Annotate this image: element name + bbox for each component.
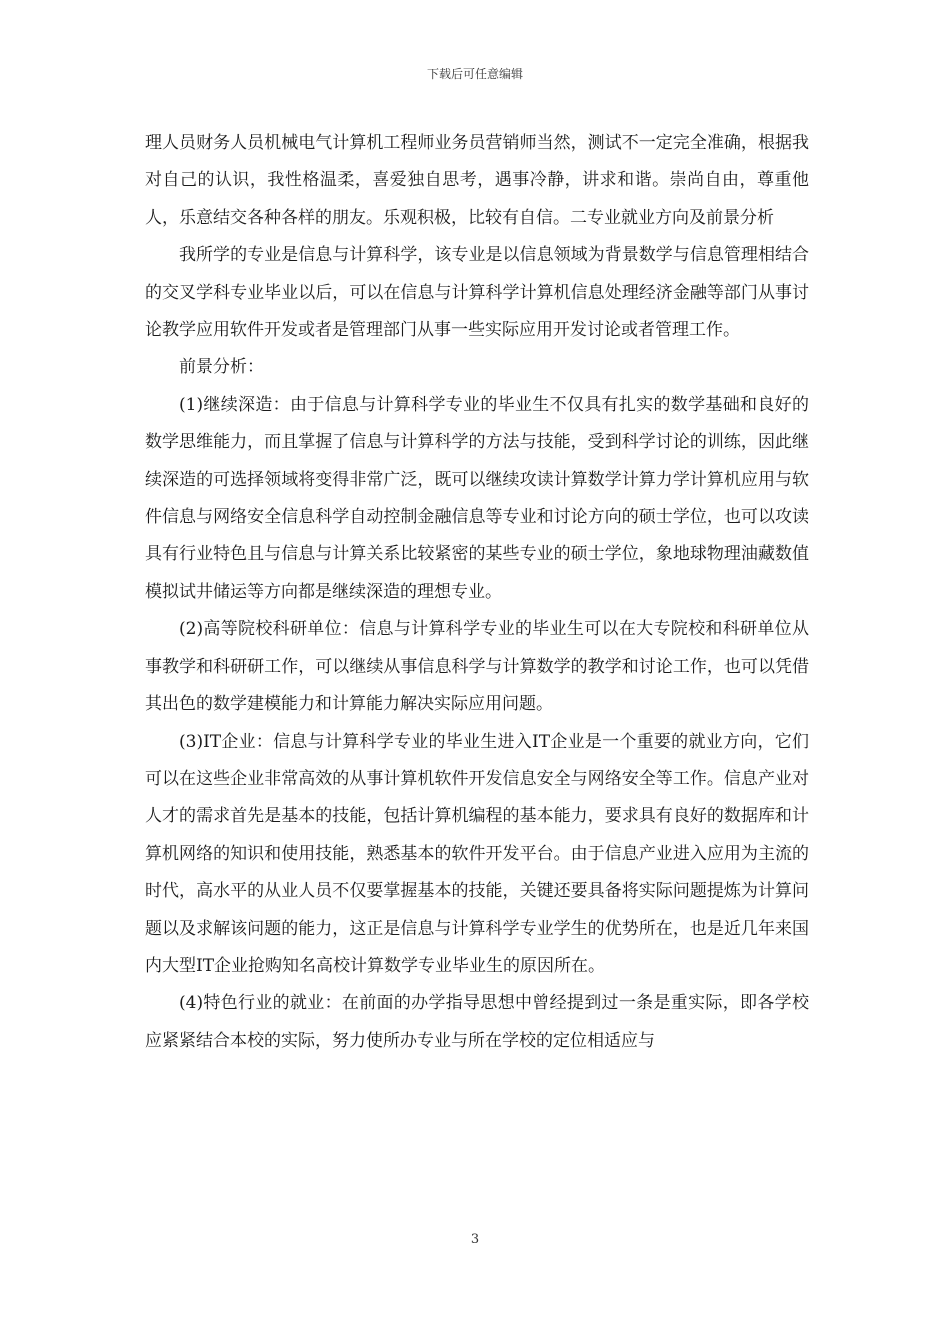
paragraph-major-intro: 我所学的专业是信息与计算科学，该专业是以信息领域为背景数学与信息管理相结合的交叉学科专业毕业以后，可以在信息与计算科学计算机信息处理经济金融等部门从事讨论教学应用软件开发或者是管理部门从事一些实际应用开发讨论或者管理工作。: [145, 245, 809, 341]
paragraph-continuation: 理人员财务人员机械电气计算机工程师业务员营销师当然，测试不一定完全准确，根据我对自己的认识，我性格温柔，喜爱独自思考，遇事冷静，讲求和谐。崇尚自由，尊重他人，乐意结交各种各样的朋友。乐观积极，比较有自信。二专业就业方向及前景分析: [145, 133, 809, 228]
paragraph-it-enterprise: (3)IT企业：信息与计算科学专业的毕业生进入IT企业是一个重要的就业方向，它们可以在这些企业非常高效的从事计算机软件开发信息安全与网络安全等工作。信息产业对人才的需求首先是基本的技能，包括计算机编程的基本能力，要求具有良好的数据库和计算机网络的知识和使用技能，熟悉基本的软件开发平台。由于信息产业进入应用为主流的时代，高水平的从业人员不仅要掌握基本的技能，关键还要具备将实际问题提炼为计算问题以及求解该问题的能力，这正是信息与计算科学专业学生的优势所在，也是近几年来国内大型IT企业抢购知名高校计算数学专业毕业生的原因所在。: [145, 731, 809, 976]
paragraph-further-study: (1)继续深造：由于信息与计算科学专业的毕业生不仅具有扎实的数学基础和良好的数学思维能力，而且掌握了信息与计算科学的方法与技能，受到科学讨论的训练，因此继续深造的可选择领域将变得非常广泛，既可以继续攻读计算数学计算力学计算机应用与软件信息与网络安全信息科学自动控制金融信息等专业和讨论方向的硕士学位，也可以攻读具有行业特色且与信息与计算关系比较紧密的某些专业的硕士学位，象地球物理油藏数值模拟试井储运等方向都是继续深造的理想专业。: [145, 394, 809, 602]
paragraph-prospect-heading: 前景分析：: [179, 357, 264, 378]
document-body: [145, 125, 809, 1060]
page-number: 3: [470, 1232, 480, 1247]
page-header: 下载后可任意编辑: [426, 67, 523, 81]
paragraph-special-industry: (4)特色行业的就业：在前面的办学指导思想中曾经提到过一条是重实际，即各学校应紧紧结合本校的实际，努力使所办专业与所在学校的定位相适应与: [145, 993, 809, 1051]
paragraph-universities-research: (2)高等院校科研单位：信息与计算科学专业的毕业生可以在大专院校和科研单位从事教学和科研研工作，可以继续从事信息科学与计算数学的教学和讨论工作，也可以凭借其出色的数学建模能力和计算能力解决实际应用问题。: [145, 619, 809, 715]
